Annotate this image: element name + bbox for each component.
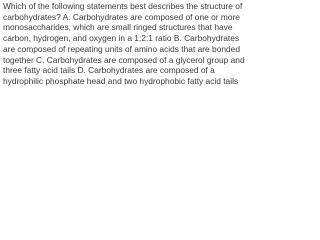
question-line: three fatty acid tails D. Carbohydrates are composed of a — [3, 65, 215, 76]
question-text-block — [0, 0, 245, 88]
question-line: monosaccharides, which are small ringed structures that have — [3, 22, 233, 33]
question-line: carbohydrates? A. Carbohydrates are composed of one or more — [3, 11, 240, 22]
question-line: together C. Carbohydrates are composed of a glycerol group and — [3, 54, 245, 65]
question-line: are composed of repeating units of amino acids that are bonded — [3, 43, 240, 54]
question-line: Which of the following statements best describes the structure of — [3, 1, 243, 11]
question-line: hydrophilic phosphate head and two hydrophobic fatty acid tails — [3, 75, 239, 86]
question-line: carbon, hydrogen, and oxygen in a 1:2:1 ratio B. Carbohydrates — [3, 33, 240, 44]
